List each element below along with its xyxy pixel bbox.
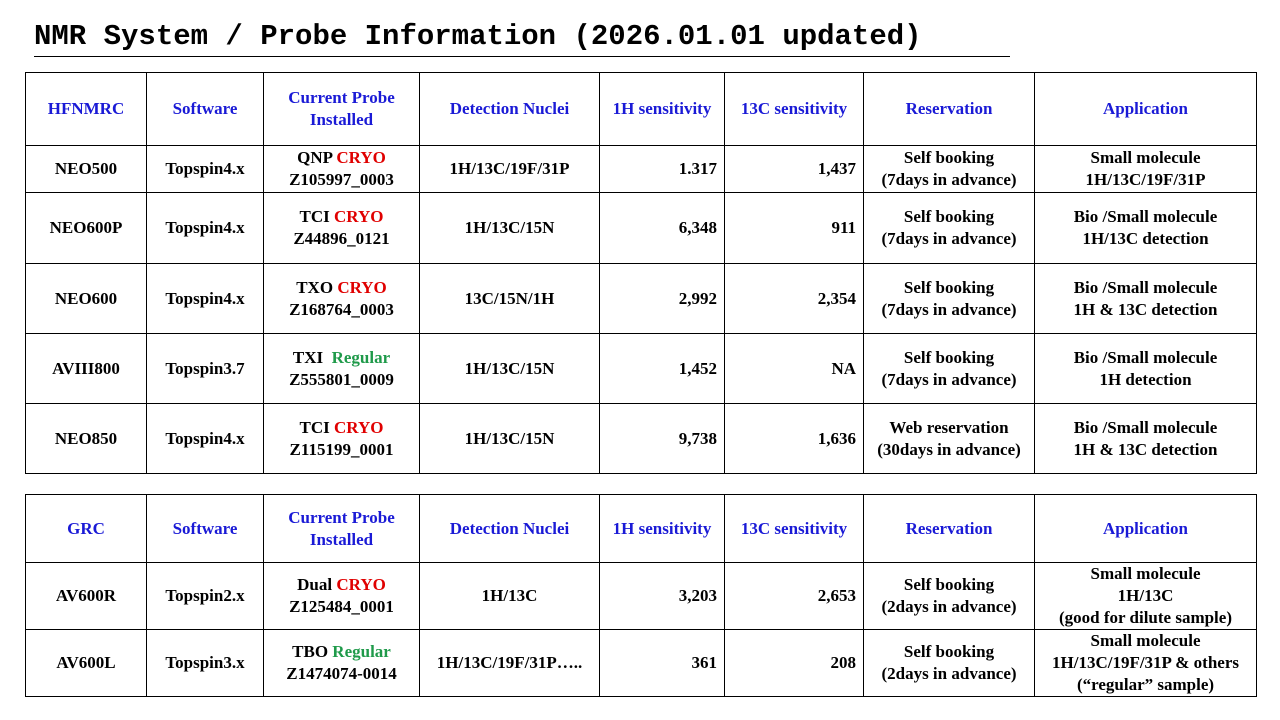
reservation-cell [864,563,1035,630]
probe-type: TCI [299,417,334,437]
application-line: Bio /Small molecule [1073,417,1218,437]
probe-line [266,206,417,228]
probe-kind-cryo: CRYO [337,277,387,297]
application-line: 1H/13C/19F/31P [1085,170,1206,189]
application-line: (“regular” sample) [1076,675,1215,694]
reservation-line: (7days in advance) [881,170,1017,189]
header-cell-nuclei: Detection Nuclei [420,495,600,563]
reservation-line: (30days in advance) [877,439,1021,459]
application-cell [1035,146,1257,193]
application-line: Bio /Small molecule [1073,207,1218,226]
reservation-cell [864,404,1035,474]
c-sensitivity-cell: 1,636 [725,404,864,474]
application-line: Bio /Small molecule [1073,277,1218,297]
table-row [26,404,1257,474]
probe-serial: Z44896_0121 [293,229,390,248]
reservation-line: (7days in advance) [881,229,1017,248]
reservation-line: (7days in advance) [881,299,1017,319]
application-line: 1H/13C/19F/31P & others [1052,653,1239,672]
probe-serial: Z125484_0001 [289,597,394,616]
c-sensitivity-cell: 2,354 [725,264,864,334]
probe-line [266,641,417,663]
probe-line [266,574,417,596]
header-cell-probe: Current Probe Installed [264,495,420,563]
table-row [26,193,1257,264]
header-cell-nuclei: Detection Nuclei [420,73,600,146]
software-cell: Topspin4.x [147,404,264,474]
application-line: 1H/13C [1117,586,1174,605]
probe-serial: Z555801_0009 [289,369,394,389]
table-row [26,563,1257,630]
h-sensitivity-cell: 1,452 [600,334,725,404]
software-cell: Topspin2.x [147,563,264,630]
probe-serial: Z115199_0001 [289,439,394,459]
grc-table [25,494,1257,697]
nuclei-cell: 1H/13C/19F/31P [420,146,600,193]
probe-type: Dual [297,575,337,594]
probe-type: TXI [292,347,332,367]
probe-serial: Z168764_0003 [289,299,394,319]
reservation-line: Web reservation [889,417,1009,437]
application-cell [1035,193,1257,264]
application-line: Bio /Small molecule [1073,347,1218,367]
c-sensitivity-cell: NA [725,334,864,404]
application-line: (good for dilute sample) [1059,608,1232,627]
probe-serial: Z1474074-0014 [286,664,397,683]
h-sensitivity-cell: 1.317 [600,146,725,193]
probe-line [266,417,417,439]
page-title: NMR System / Probe Information (2026.01.01 updated) [34,20,922,53]
nuclei-cell: 1H/13C/19F/31P….. [420,630,600,697]
reservation-cell [864,630,1035,697]
probe-kind-cryo: CRYO [334,207,384,226]
application-line: 1H & 13C detection [1073,299,1218,319]
title-underline [34,56,1010,57]
probe-kind-cryo: CRYO [334,417,384,437]
c-sensitivity-cell: 2,653 [725,563,864,630]
header-cell-reservation: Reservation [864,73,1035,146]
table-header-row [26,73,1257,146]
system-cell: NEO600 [26,264,147,334]
table-header-row [26,495,1257,563]
header-cell-h-sens: 1H sensitivity [600,495,725,563]
probe-type: QNP [297,148,337,167]
nuclei-cell: 1H/13C/15N [420,334,600,404]
probe-cell [264,630,420,697]
reservation-line: Self booking [903,642,995,661]
application-line: 1H detection [1099,369,1192,389]
header-cell-application: Application [1035,73,1257,146]
reservation-line: Self booking [903,148,995,167]
c-sensitivity-cell: 208 [725,630,864,697]
software-cell: Topspin4.x [147,146,264,193]
application-line: Small molecule [1090,564,1201,583]
nuclei-cell: 13C/15N/1H [420,264,600,334]
header-cell-c-sens: 13C sensitivity [725,73,864,146]
reservation-cell [864,264,1035,334]
reservation-line: (2days in advance) [881,664,1017,683]
application-cell [1035,404,1257,474]
application-cell [1035,630,1257,697]
probe-cell [264,563,420,630]
h-sensitivity-cell: 3,203 [600,563,725,630]
reservation-line: Self booking [903,277,995,297]
application-cell [1035,334,1257,404]
nuclei-cell: 1H/13C/15N [420,404,600,474]
application-cell [1035,264,1257,334]
probe-type: TXO [296,277,338,297]
table-row [26,264,1257,334]
probe-cell [264,404,420,474]
reservation-cell [864,193,1035,264]
application-line: 1H/13C detection [1082,229,1209,248]
header-cell-software: Software [147,73,264,146]
h-sensitivity-cell: 6,348 [600,193,725,264]
table-row [26,630,1257,697]
h-sensitivity-cell: 2,992 [600,264,725,334]
header-cell-h-sens: 1H sensitivity [600,73,725,146]
probe-cell [264,264,420,334]
software-cell: Topspin3.7 [147,334,264,404]
system-cell: NEO600P [26,193,147,264]
nuclei-cell: 1H/13C/15N [420,193,600,264]
probe-serial: Z105997_0003 [289,170,394,189]
system-cell: AV600L [26,630,147,697]
header-cell-system: HFNMRC [26,73,147,146]
c-sensitivity-cell: 1,437 [725,146,864,193]
probe-kind-cryo: CRYO [336,148,386,167]
reservation-line: (7days in advance) [881,369,1017,389]
table-row [26,334,1257,404]
probe-type: TBO [292,642,333,661]
probe-kind-cryo: CRYO [336,575,386,594]
system-cell: NEO500 [26,146,147,193]
probe-line [266,147,417,169]
header-cell-probe: Current Probe Installed [264,73,420,146]
software-cell: Topspin4.x [147,193,264,264]
reservation-line: Self booking [903,347,995,367]
reservation-cell [864,334,1035,404]
probe-line [266,347,417,369]
software-cell: Topspin4.x [147,264,264,334]
reservation-cell [864,146,1035,193]
application-line: Small molecule [1090,631,1201,650]
system-cell: NEO850 [26,404,147,474]
header-cell-reservation: Reservation [864,495,1035,563]
probe-cell [264,146,420,193]
h-sensitivity-cell: 361 [600,630,725,697]
header-cell-system: GRC [26,495,147,563]
reservation-line: (2days in advance) [881,597,1017,616]
application-line: 1H & 13C detection [1073,439,1218,459]
application-line: Small molecule [1090,148,1201,167]
c-sensitivity-cell: 911 [725,193,864,264]
nuclei-cell: 1H/13C [420,563,600,630]
hfnmrc-table [25,72,1257,474]
software-cell: Topspin3.x [147,630,264,697]
application-cell [1035,563,1257,630]
probe-kind-reg: Regular [331,347,391,367]
probe-kind-reg: Regular [332,642,391,661]
probe-line [266,277,417,299]
header-cell-software: Software [147,495,264,563]
system-cell: AVIII800 [26,334,147,404]
table-row [26,146,1257,193]
header-cell-c-sens: 13C sensitivity [725,495,864,563]
probe-cell [264,334,420,404]
system-cell: AV600R [26,563,147,630]
header-cell-application: Application [1035,495,1257,563]
reservation-line: Self booking [903,575,995,594]
reservation-line: Self booking [903,207,995,226]
probe-type: TCI [299,207,334,226]
h-sensitivity-cell: 9,738 [600,404,725,474]
probe-cell [264,193,420,264]
